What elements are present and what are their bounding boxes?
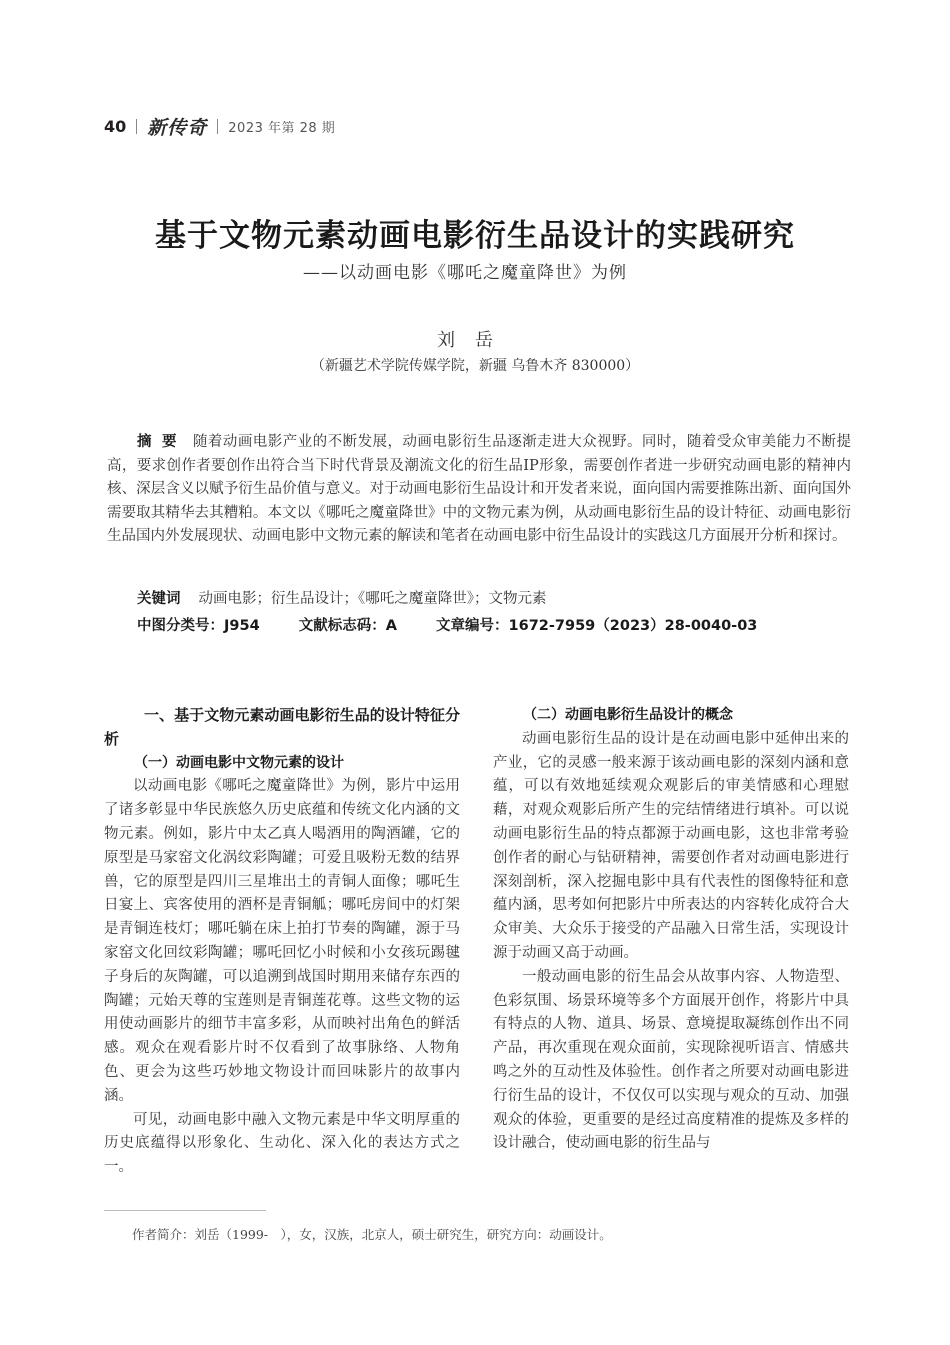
abstract: [107, 431, 851, 549]
body-column-right: [493, 704, 849, 1156]
article-number: 文章编号：1672-7959（2023）28-0040-03: [436, 618, 758, 634]
keywords-label: 关键词: [137, 591, 181, 607]
subsection-heading: （一）动画电影中文物元素的设计: [134, 754, 344, 771]
body-paragraph: 可见，动画电影中融入文物元素是中华文明厚重的历史底蕴得以形象化、生动化、深入化的表达方式之一。: [104, 1111, 460, 1176]
body-paragraph: 以动画电影《哪吒之魔童降世》为例，影片中运用了诸多彰显中华民族悠久历史底蕴和传统文化内涵的文物元素。例如，影片中太乙真人喝酒用的陶酒罐，它的原型是马家窑文化涡纹彩陶罐；可爱且吸粉无数的结界兽，它的原型是四川三星堆出土的青铜人面像；哪吒生日宴上、宾客使用的酒杯是青铜觚；哪吒房间中的灯架是青铜连枝灯；哪吒躺在床上拍打节奏的陶罐，源于马家窑文化回纹彩陶罐；哪吒回忆小时候和小女孩玩踢毽子身后的灰陶罐，可以追溯到战国时期用来储存东西的陶罐；元始天尊的宝莲则是青铜莲花尊。这些文物的运用使动画影片的细节丰富多彩，从而映衬出角色的鲜活感。观众在观看影片时不仅看到了故事脉络、人物角色、更会为这些巧妙地文物设计而回味影片的故事内涵。: [104, 778, 460, 1104]
body-paragraph: 一般动画电影的衍生品会从故事内容、人物造型、色彩氛围、场景环境等多个方面展开创作，将影片中具有特点的人物、道具、场景、意境提取凝练创作出不同产品，再次重现在观众面前，实现除视听语言、情感共鸣之外的互动性及体验性。创作者之所要对动画电影进行衍生品的设计，不仅仅可以实现与观众的互动、加强观众的体验，更重要的是经过高度精准的提炼及多样的设计融合，使动画电影的衍生品与: [493, 968, 849, 1152]
issue-label: 2023 年第 28 期: [228, 120, 336, 136]
author-name-text: 刘岳: [437, 330, 513, 351]
paper-subtitle: ——以动画电影《哪吒之魔童降世》为例: [303, 263, 627, 283]
document-code: 文献标志码：A: [298, 618, 397, 634]
subsection-heading: （二）动画电影衍生品设计的概念: [523, 707, 733, 723]
author-footnote: 作者简介：刘岳（1999- ），女，汉族，北京人，硕士研究生，研究方向：动画设计。: [132, 1227, 612, 1242]
paper-title: 基于文物元素动画电影衍生品设计的实践研究: [155, 218, 795, 254]
journal-logo: 新传奇: [147, 116, 208, 139]
header-divider: [217, 119, 218, 134]
keywords: [137, 587, 547, 608]
clc-number: 中图分类号：J954: [137, 618, 260, 634]
body-paragraph: 动画电影衍生品的设计是在动画电影中延伸出来的产业，它的灵感一般来源于该动画电影的深刻内涵和意蕴，可以有效地延续观众观影后的审美情感和心理慰藉，对观众观影后所产生的完结情绪进行填补。可以说动画电影衍生品的特点都源于动画电影，这也非常考验创作者的耐心与钻研精神，需要创作者对动画电影进行深刻剖析，深入挖掘电影中具有代表性的图像特征和意蕴内涵，思考如何把影片中所表达的内容转化成符合大众审美、大众乐于接受的产品融入日常生活，实现设计源于动画又高于动画。: [493, 730, 849, 961]
header-divider: [136, 119, 137, 134]
footnote-rule: [104, 1210, 266, 1211]
author-name: [0, 326, 950, 352]
section-heading: 一、基于文物元素动画电影衍生品的设计特征分析: [104, 706, 460, 748]
running-header: [104, 116, 336, 139]
abstract-label: 摘要: [137, 434, 187, 450]
body-column-left: [104, 704, 460, 1180]
abstract-text: 随着动画电影产业的不断发展，动画电影衍生品逐渐走进大众视野。同时，随着受众审美能力不断提高，要求创作者要创作出符合当下时代背景及潮流文化的衍生品IP形象，需要创作者进一步研究动画电影的精神内核、深层含义以赋予衍生品价值与意义。对于动画电影衍生品设计和开发者来说，面向国内需要推陈出新、面向国外需要取其精华去其糟粕。本文以《哪吒之魔童降世》中的文物元素为例，从动画电影衍生品的设计特征、动画电影衍生品国内外发展现状、动画电影中文物元素的解读和笔者在动画电影中衍生品设计的实践这几方面展开分析和探讨。: [107, 434, 852, 544]
author-affiliation: （新疆艺术学院传媒学院，新疆 乌鲁木齐 830000）: [310, 358, 640, 374]
keywords-text: 动画电影；衍生品设计；《哪吒之魔童降世》；文物元素: [198, 591, 547, 607]
page-number: 40: [104, 116, 127, 136]
classification-line: [137, 614, 791, 635]
